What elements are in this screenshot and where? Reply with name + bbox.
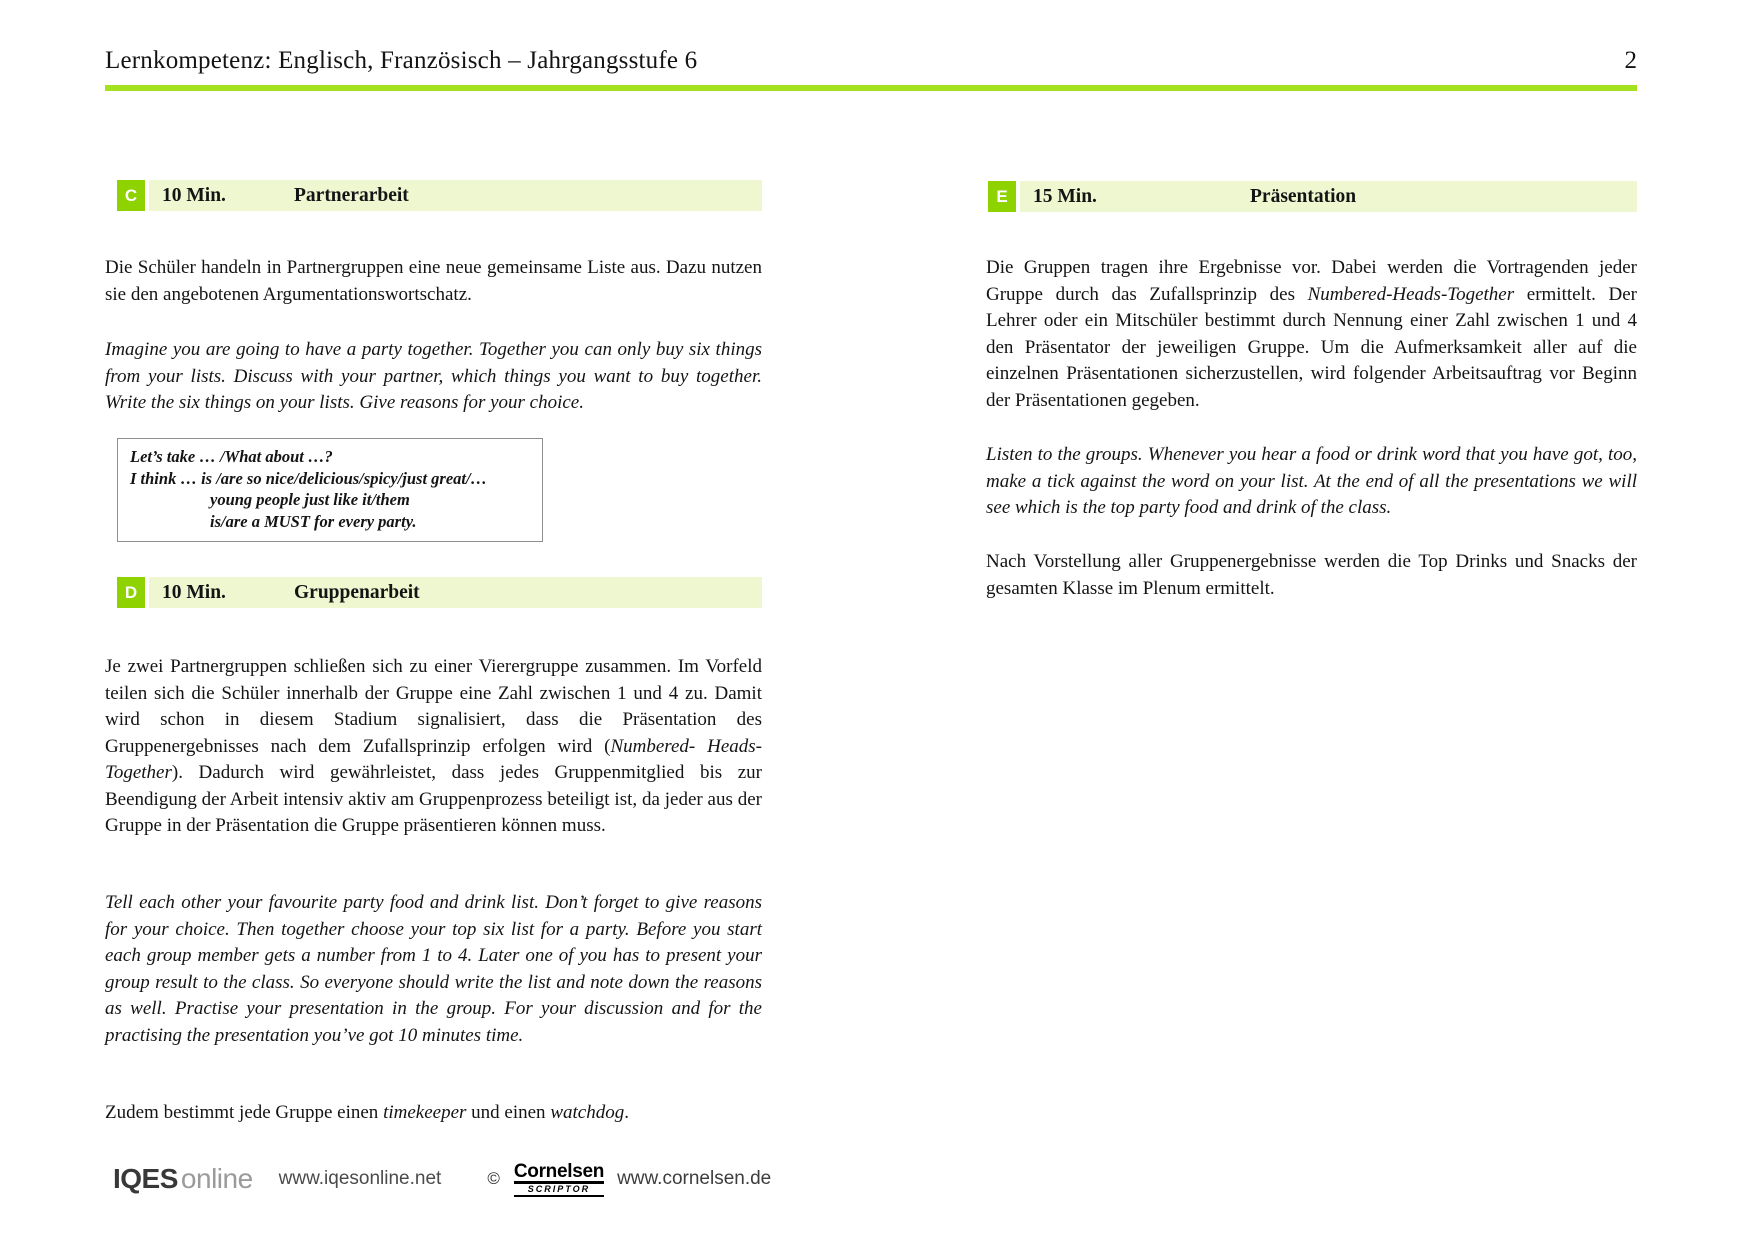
cornelsen-logo-text: Cornelsen xyxy=(513,1160,605,1182)
section-bar-d xyxy=(117,577,762,608)
section-badge-d: D xyxy=(117,577,145,608)
page-title: Lernkompetenz: Englisch, Französisch – Jahrgangsstufe 6 xyxy=(105,47,698,74)
paragraph-d-task-english: Tell each other your favourite party food and drink list. Don’t forget to give reasons for your choice. Then together choose your top six list for a party. Before you start each group member gets a number from 1 to 4. Later one of you has to present your group result to the class. So everyone should write the list and note down the reasons as well. Practise your presentation in the group. For your discussion and for the practising the presentation you’ve got 10 minutes time. xyxy=(105,892,762,1046)
footer xyxy=(113,1158,771,1200)
iqes-logo-text: IQES xyxy=(113,1163,178,1194)
section-badge-e: E xyxy=(988,181,1016,212)
paragraph-e-task-english: Listen to the groups. Whenever you hear a food or drink word that you have got, too, make a tick against the word on your list. At the end of all the presentations we will see which is the top party food and drink of the class. xyxy=(986,444,1637,518)
cornelsen-url: www.cornelsen.de xyxy=(617,1168,772,1189)
cornelsen-scriptor-logo xyxy=(514,1162,604,1197)
paragraph-e-outro: Nach Vorstellung aller Gruppenergebnisse werden die Top Drinks und Snacks der gesamten Klasse im Plenum ermittelt. xyxy=(986,551,1637,599)
copyright-symbol: © xyxy=(487,1169,500,1188)
page-number: 2 xyxy=(1624,47,1637,74)
section-title-d: Gruppenarbeit xyxy=(294,581,420,603)
paragraph-c-intro: Die Schüler handeln in Partnergruppen eine neue gemeinsame Liste aus. Dazu nutzen sie den angebotenen Argumentationswortschatz. xyxy=(105,257,762,305)
iqes-logo-text-light: online xyxy=(180,1163,253,1194)
phrase-line: is/are a MUST for every party. xyxy=(210,511,417,531)
phrase-line: young people just like it/them xyxy=(210,490,410,509)
iqes-url: www.iqesonline.net xyxy=(278,1168,442,1189)
section-duration-c: 10 Min. xyxy=(162,184,226,206)
section-strip-d xyxy=(149,577,762,608)
section-title-e: Präsentation xyxy=(1250,185,1357,207)
iqes-online-logo xyxy=(113,1163,253,1195)
scriptor-logo-text: SCRIPTOR xyxy=(514,1184,604,1197)
paragraph-e-intro: Die Gruppen tragen ihre Ergebnisse vor. Dabei werden die Vortragenden jeder Gruppe durch das Zufallsprinzip des Numbered-Heads-Together ermittelt. Der Lehrer oder ein Mitschüler bestimmt durch Nennung einer Zahl zwischen 1 und 4 den Präsentator der jeweiligen Gruppe. Um die Aufmerksamkeit aller auf die einzelnen Präsentationen sicherzustellen, wird folgender Arbeitsauftrag vor Beginn der Präsentationen gegeben. xyxy=(986,257,1637,411)
section-bar-c xyxy=(117,180,762,211)
phrase-line: I think … is /are so nice/delicious/spicy/just great/… xyxy=(130,468,488,488)
section-duration-d: 10 Min. xyxy=(162,581,226,603)
section-bar-e xyxy=(988,181,1637,212)
section-strip-e xyxy=(1020,181,1637,212)
section-duration-e: 15 Min. xyxy=(1033,185,1097,207)
phrase-line: Let’s take … /What about …? xyxy=(130,447,333,466)
header-rule xyxy=(105,85,1637,91)
section-badge-c: C xyxy=(117,180,145,211)
paragraph-d-note: Zudem bestimmt jede Gruppe einen timekeeper und einen watchdog. xyxy=(105,1102,629,1123)
paragraph-d-intro: Je zwei Partnergruppen schließen sich zu einer Vierergruppe zusammen. Im Vorfeld teilen sich die Schüler innerhalb der Gruppe eine Zahl zwischen 1 und 4 zu. Damit wird schon in diesem Stadium signalisiert, dass die Präsentation des Gruppenergebnisses nach dem Zufallsprinzip erfolgen wird (Numbered- Heads-Together). Dadurch wird gewährleistet, dass jedes Gruppenmitglied bis zur Beendigung der Arbeit intensiv aktiv am Gruppenprozess beteiligt ist, da jeder aus der Gruppe in der Präsentation die Gruppe präsentieren können muss. xyxy=(105,656,762,836)
paragraph-c-task-english: Imagine you are going to have a party together. Together you can only buy six things from your lists. Discuss with your partner, which things you want to buy together. Write the six things on your lists. Give reasons for your choice. xyxy=(105,339,762,413)
section-title-c: Partnerarbeit xyxy=(294,184,409,206)
section-strip-c xyxy=(149,180,762,211)
phrase-box xyxy=(117,438,543,542)
